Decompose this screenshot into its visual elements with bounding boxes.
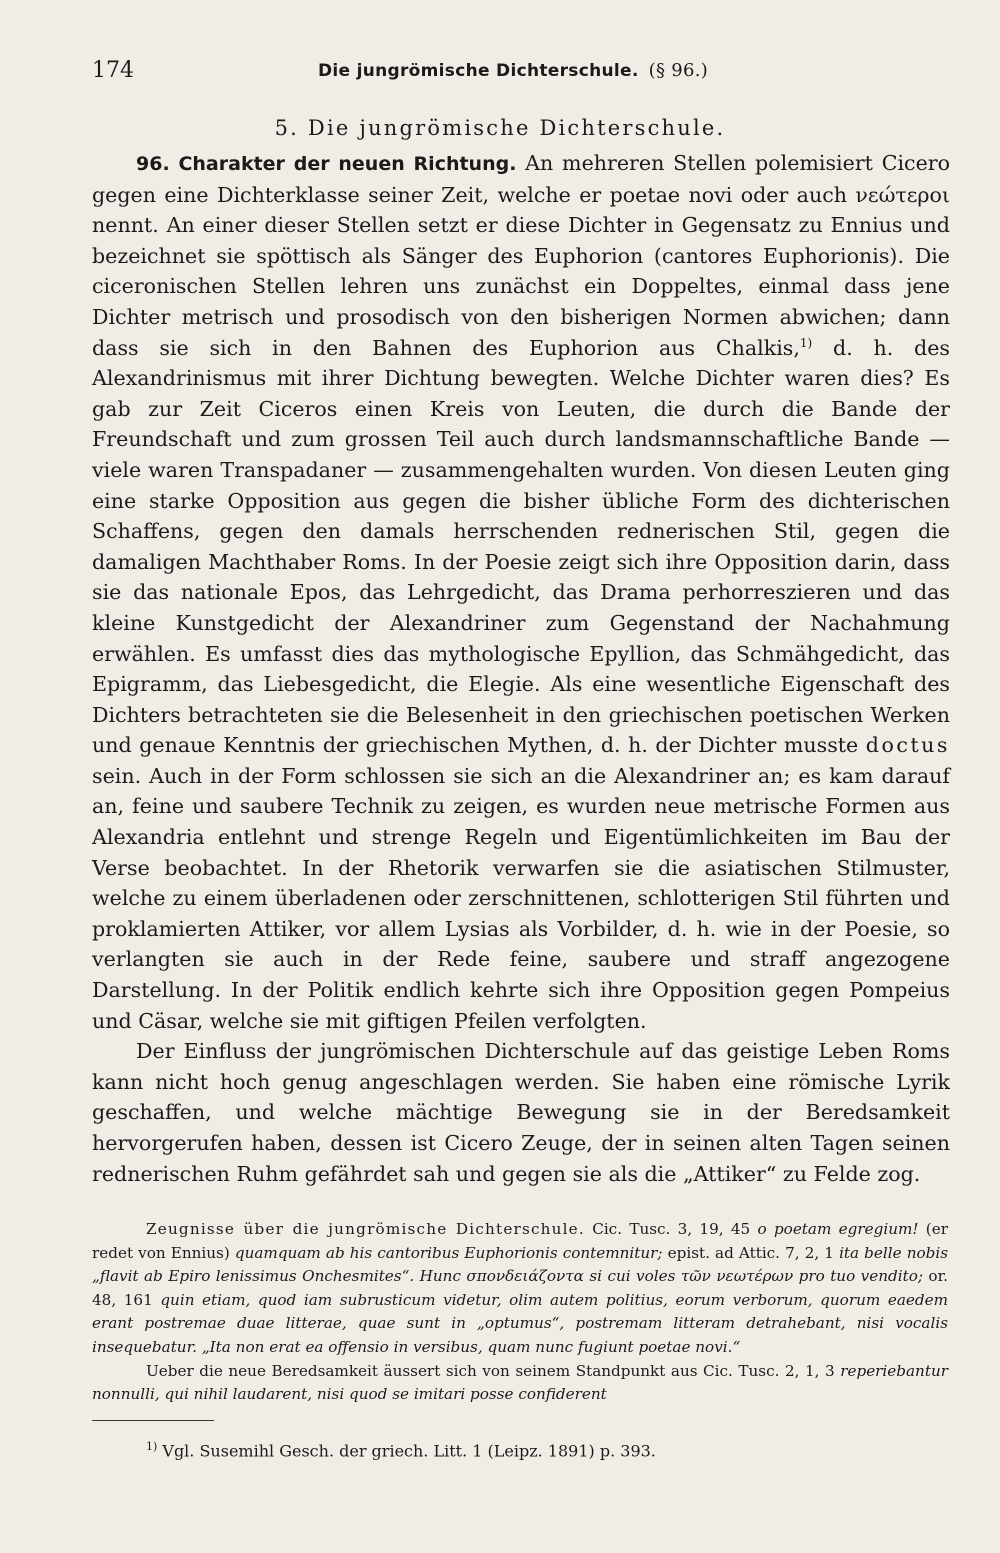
paragraph-1 xyxy=(92,148,950,1036)
note-heading: Zeugnisse über die jungrömische Dichterschule. xyxy=(146,1220,585,1238)
note-text: Cic. Tusc. 3, 19, 45 xyxy=(584,1220,758,1238)
paragraph-1-text-b: d. h. des Alexandrinismus mit ihrer Dichtung bewegten. Welche Dichter waren dies? Es gab zur Zeit Ciceros einen Kreis von Leuten, die durch die Bande der Freundschaft und zum grossen Teil auch durch landsmannschaftliche Bande — viele waren Transpadaner — zusammengehalten wurden. Von diesen Leuten ging eine starke Opposition aus gegen die bisher übliche Form des dichterischen Schaffens, gegen den damals herrschenden rednerischen Stil, gegen die damaligen Machthaber Roms. In der Poesie zeigt sich ihre Opposition darin, dass sie das nationale Epos, das Lehrgedicht, das Drama perhorreszieren und das kleine Kunstgedicht der Alexandriner zum Gegenstand der Nachahmung erwählen. Es umfasst dies das mythologische Epyllion, das Schmähgedicht, das Epigramm, das Liebesgedicht, die Elegie. Als eine wesentliche Eigenschaft des Dichters betrachteten sie die Belesenheit in den griechischen poetischen Werken und genaue Kenntnis der griechischen Mythen, d. h. der Dichter musste xyxy=(92,335,950,758)
page-number: 174 xyxy=(92,58,134,83)
note-text: Ueber die neue Beredsamkeit äussert sich von seinem Standpunkt aus Cic. Tusc. 2, 1, 3 xyxy=(146,1361,841,1380)
footnote-mark: 1) xyxy=(146,1440,158,1453)
note-text: (er redet von Ennius) xyxy=(92,1220,948,1262)
note-eloquence xyxy=(92,1360,948,1407)
paragraph-heading: 96. Charakter der neuen Richtung. xyxy=(136,153,517,175)
page-header xyxy=(92,58,948,92)
note-text: or. 48, 161 xyxy=(92,1267,948,1309)
footnote-divider xyxy=(92,1420,214,1421)
footnote xyxy=(146,1436,946,1462)
note-quote: reperiebantur nonnulli, qui nihil laudarent, nisi quod se imitari posse confiderent xyxy=(92,1361,948,1404)
spaced-word: doctus xyxy=(865,733,950,758)
notes-block xyxy=(92,1218,948,1407)
note-quote: o poetam egregium! xyxy=(757,1220,919,1238)
section-heading: 5. Die jungrömische Dichterschule. xyxy=(274,116,726,140)
main-text xyxy=(92,148,950,1189)
paragraph-1-text-a: An mehreren Stellen polemisiert Cicero gegen eine Dichterklasse seiner Zeit, welche er poetae novi oder auch νεώτεροι nennt. An einer dieser Stellen setzt er diese Dichter in Gegensatz zu Ennius und bezeichnet sie spöttisch als Sänger des Euphorion (cantores Euphorionis). Die ciceronischen Stellen lehren uns zunächst ein Doppeltes, einmal dass jene Dichter metrisch und prosodisch von den bisherigen Normen abwichen; dann dass sie sich in den Bahnen des Euphorion aus Chalkis, xyxy=(92,151,950,360)
running-title-text: Die jungrömische Dichterschule. xyxy=(318,61,639,81)
paragraph-1-text-c: sein. Auch in der Form schlossen sie sich an die Alexandriner an; es kam darauf an, feine und saubere Technik zu zeigen, es wurden neue metrische Formen aus Alexandria entlehnt und strenge Regeln und Eigentümlichkeiten im Bau der Verse beobachtet. In der Rhetorik verwarfen sie die asiatischen Stilmuster, welche zu einem überladenen oder zerschnittenen, schlotterigen Stil führten und proklamierten Attiker, vor allem Lysias als Vorbilder, d. h. wie in der Poesie, so verlangten sie auch in der Rede feine, saubere und straff angezogene Darstellung. In der Politik endlich kehrte sich ihre Opposition gegen Pompeius und Cäsar, welche sie mit giftigen Pfeilen verfolgten. xyxy=(92,763,950,1033)
note-testimonia xyxy=(92,1218,948,1360)
running-title xyxy=(318,60,708,81)
note-quote: quin etiam, quod iam subrusticum videtur, olim autem politius, eorum verborum, quorum eaedem erant postremae duae litterae, quae sunt in „optumus“, postremam litteram detrahebant, nisi vocalis insequebatur. „Ita non erat ea offensio in versibus, quam nunc fugiunt poetae novi.“ xyxy=(92,1290,948,1356)
note-quote: ita belle nobis „flavit ab Epiro lenissimus Onchesmites“. Hunc σπονδειάζοντα si cui voles τῶν νεωτέρων pro tuo vendito; xyxy=(92,1243,948,1286)
paragraph-2: Der Einfluss der jungrömischen Dichterschule auf das geistige Leben Roms kann nicht hoch genug angeschlagen werden. Sie haben eine römische Lyrik geschaffen, und welche mächtige Bewegung sie in der Beredsamkeit hervorgerufen haben, dessen ist Cicero Zeuge, der in seinen alten Tagen seinen rednerischen Ruhm gefährdet sah und gegen sie als die „Attiker“ zu Felde zog. xyxy=(92,1039,950,1186)
note-text: epist. ad Attic. 7, 2, 1 xyxy=(662,1243,840,1262)
note-quote: quamquam ab his cantoribus Euphorionis contemnitur; xyxy=(234,1243,663,1262)
footnote-text: Vgl. Susemihl Gesch. der griech. Litt. 1 (Leipz. 1891) p. 393. xyxy=(157,1441,656,1461)
footnote-reference: 1) xyxy=(799,335,813,350)
section-reference: (§ 96.) xyxy=(648,60,709,81)
